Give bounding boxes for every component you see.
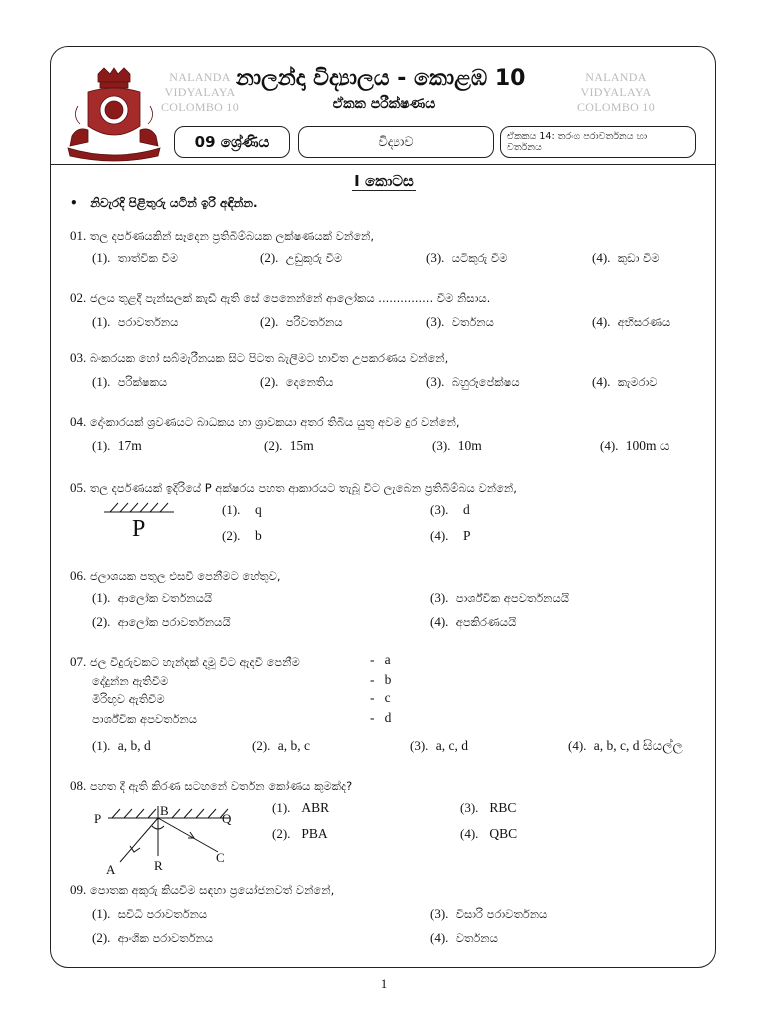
q9-option-2: (2). ආංශික පරාවර්තනය [92,930,214,945]
q7-label-c: - c [370,690,391,705]
q6-option-2: (2). ආලෝක පරාවර්තනයයි [92,614,231,629]
label-r: R [154,858,163,873]
school-name: නාලන්දා විද්‍යාලය - කොළඹ 10 [236,66,526,91]
q7-label-b: - b [370,672,392,687]
q7-option-2: (2). a, b, c [252,738,310,753]
question-5: 05. තල දර්පණයක් ඉදිරියේ P අක්ෂරය පහත ආකාරයට තැබූ විට ලැබෙන ප්‍රතිබිම්බය වන්නේ, [70,480,517,495]
q8-option-2: (2). PBA [272,826,328,841]
q7-option-1: (1). a, b, d [92,738,151,753]
question-7: 07. ජල වීදුරුවකට හැන්දක් දමූ විට ඇදවී පෙනීම [70,654,300,669]
watermark-right: NALANDA VIDYALAYA COLOMBO 10 [576,70,655,114]
q4-option-1: (1). 17m [92,438,142,453]
q8-option-1: (1). ABR [272,800,330,815]
q9-option-3: (3). විසාරි පරාවර්තනය [430,906,548,921]
q8-option-4: (4). QBC [460,826,518,841]
unit-box [500,126,696,158]
mirror-hatch-icon [102,500,176,514]
question-9: 09. පොතක අකුරු කියවීම සඳහා ප්‍රයෝජනවත් වන්නේ, [70,882,335,897]
q2-option-2: (2). පරිවර්තනය [260,314,343,329]
q4-option-4: (4). 100m ය [600,438,670,453]
q7-statement-d: පාර්ශ්වික අපවර්තනය [92,712,198,726]
q4-option-2: (2). 15m [264,438,314,453]
question-3: 03. බංකරයක හෝ සබ්මැරීනයක සිට පිටත බැලීමට භාවිත උපකරණය වන්නේ, [70,350,449,365]
q1-option-1: (1). තාත්වික වීම [92,250,178,265]
q5-option-4: (4). P [430,528,471,543]
q6-option-1: (1). ආලෝක වර්තනයයි [92,590,213,605]
instruction: • නිවැරදි පිළිතුරු යටින් ඉරි අඳින්න. [70,196,258,210]
q9-option-1: (1). සවිධි පරාවර්තනය [92,906,208,921]
page-number: 1 [380,976,388,991]
subject-label: විද්‍යාව [378,134,414,150]
label-a: A [106,862,116,877]
q7-option-4: (4). a, b, c, d සියල්ල [568,738,683,753]
label-b: B [160,803,169,818]
section-title: I කොටස [354,172,414,190]
object-letter-p: P [132,516,146,542]
q7-statement-c: මිරිඟුව ඇතිවීම [92,692,165,706]
q7-label-a: - a [370,652,391,667]
q3-option-1: (1). පරික්ෂකය [92,374,168,389]
question-6: 06. ජලාශයක පතුල එසවී පෙනීමට හේතුව, [70,568,281,583]
header-divider [50,164,716,165]
ray-diagram [90,800,250,878]
q4-option-3: (3). 10m [432,438,482,453]
q6-option-4: (4). අපකිරණයයි [430,614,517,629]
question-8: 08. පහත දී ඇති කිරණ සටහනේ වර්තන කෝණය කුමක්ද? [70,778,353,793]
q2-option-3: (3). වර්තනය [426,314,494,329]
q8-option-3: (3). RBC [460,800,517,815]
q7-option-3: (3). a, c, d [410,738,468,753]
q5-option-1: (1). q [222,502,262,517]
label-p: P [94,811,102,826]
question-1: 01. තල දර්පණයකින් සෑදෙන ප්‍රතිබිම්බයක ලක්ෂණයක් වන්නේ, [70,228,375,243]
q2-option-4: (4). අභිසරණය [592,314,671,329]
grade-box [174,126,290,158]
unit-line-1: ඒකකය 14: තරංග පරාවර්තනය හා [507,131,648,142]
q1-option-2: (2). උඩුකුරු වීම [260,250,343,265]
label-q: Q [222,811,232,826]
watermark-left: NALANDA VIDYALAYA COLOMBO 10 [160,70,239,114]
question-2: 02. ජලය තුළදී පැන්සලක් කැඩී ඇති සේ පෙනෙන්නේ ආලෝකය ............... වීම නිසාය. [70,290,491,305]
grade-label: 09 ශ්‍රේණිය [194,133,270,151]
subject-box [298,126,494,158]
q2-option-1: (1). පරාවර්තනය [92,314,179,329]
q7-label-d: - d [370,710,392,725]
question-4: 04. දෝංකාරයක් ශ්‍රවණයට බාධකය හා ශ්‍රාවකයා අතර තිබිය යුතු අවම දුර වන්නේ, [70,414,460,429]
label-c: C [216,850,225,865]
q3-option-3: (3). බහුරූපේක්ෂය [426,374,520,389]
q1-option-4: (4). කුඩා වීම [592,250,660,265]
q1-option-3: (3). යටිකුරු වීම [426,250,508,265]
q7-statement-b: දේදුන්න ඇතිවීම [92,674,169,688]
test-type: ඒකක පරීක්ෂණය [332,96,436,112]
q3-option-2: (2). දෙනෙතිය [260,374,334,389]
q5-option-2: (2). b [222,528,262,543]
unit-line-2: වර්තනය [507,142,542,153]
q6-option-3: (3). පාර්ශ්වික අපවර්තනයයි [430,590,570,605]
q9-option-4: (4). වර්තනය [430,930,498,945]
q3-option-4: (4). කැමරාව [592,374,658,389]
q5-option-3: (3). d [430,502,470,517]
